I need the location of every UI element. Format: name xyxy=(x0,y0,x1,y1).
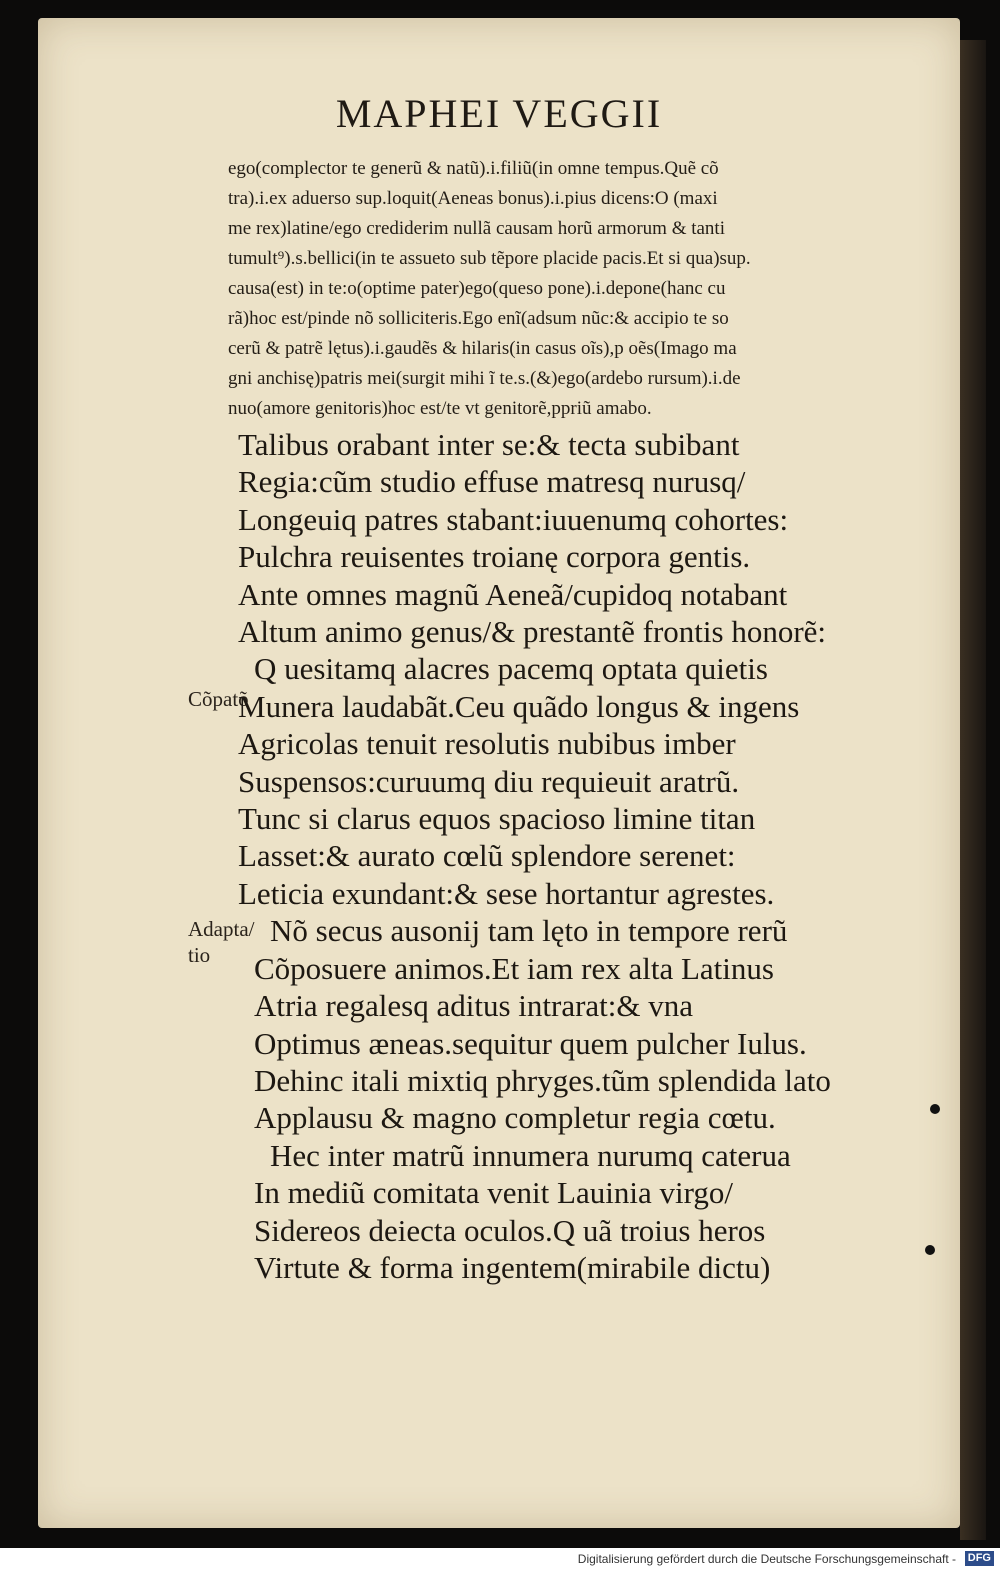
verse-line: Pulchra reuisentes troianę corpora gentis. xyxy=(238,539,751,575)
verse-line: Leticia exundant:& sese hortantur agrestes. xyxy=(238,875,775,911)
dfg-logo: DFG xyxy=(965,1551,994,1566)
commentary-line: ego(complector te generũ & natũ).i.filiũ(in omne tempus.Quẽ cõ xyxy=(228,158,719,179)
verse-block xyxy=(238,426,958,1286)
verse-line: Longeuiq patres stabant:iuuenumq cohortes: xyxy=(238,501,789,537)
verse-line: Atria regalesq aditus intrarat:& vna xyxy=(254,988,694,1024)
marginal-note-comparatio: Cõpatõ xyxy=(188,687,249,711)
marginal-note-adaptatio: Adapta/ tio xyxy=(188,917,255,967)
commentary-line: nuo(amore genitoris)hoc est/te vt genitorẽ,ppriũ amabo. xyxy=(228,398,652,419)
verse-line: Cõposuere animos.Et iam rex alta Latinus xyxy=(254,950,774,986)
verse-line: Suspensos:curuumq diu requieuit aratrũ. xyxy=(238,763,740,799)
verse-line: Regia:cũm studio effuse matresq nurusq/ xyxy=(238,464,746,500)
commentary-line: tumult⁹).s.bellici(in te assueto sub tẽpore placide pacis.Et si qua)sup. xyxy=(228,248,751,269)
verse-line: Agricolas tenuit resolutis nubibus imber xyxy=(238,726,736,762)
verse-line: Sidereos deiecta oculos.Q uã troius heros xyxy=(254,1212,766,1248)
ink-dot xyxy=(930,1104,940,1114)
verse-line: Q uesitamq alacres pacemq optata quietis xyxy=(254,651,768,687)
commentary-line: rã)hoc est/pinde nõ solliciteris.Ego enĩ(adsum nũc:& accipio te so xyxy=(228,308,729,329)
verse-line: Hec inter matrũ innumera nurumq caterua xyxy=(270,1137,791,1173)
verse-line: Altum animo genus/& prestantẽ frontis honorẽ: xyxy=(238,614,827,650)
verse-line: In mediũ comitata venit Lauinia virgo/ xyxy=(254,1175,733,1211)
footer-bar xyxy=(0,1548,1000,1571)
commentary-line: gni anchisę)patris mei(surgit mihi ĩ te.s.(&)ego(ardebo rursum).i.de xyxy=(228,368,741,389)
verse-line: Lasset:& aurato cœlũ splendore serenet: xyxy=(238,838,736,874)
verse-line: Nõ secus ausonij tam lęto in tempore rerũ xyxy=(270,913,788,949)
verse-line: Virtute & forma ingentem(mirabile dictu) xyxy=(254,1249,771,1285)
verse-line: Munera laudabãt.Ceu quãdo longus & ingens xyxy=(238,688,800,724)
verse-line: Optimus æneas.sequitur quem pulcher Iulus. xyxy=(254,1025,807,1061)
verse-line: Ante omnes magnũ Aeneã/cupidoq notabant xyxy=(238,576,788,612)
commentary-line: tra).i.ex aduerso sup.loquit(Aeneas bonus).i.pius dicens:O (maxi xyxy=(228,188,718,209)
verse-line: Applausu & magno completur regia cœtu. xyxy=(254,1100,776,1136)
footer-credit: Digitalisierung gefördert durch die Deutsche Forschungsgemeinschaft - xyxy=(577,1552,956,1566)
book-page xyxy=(38,18,960,1528)
commentary-line: cerũ & patrẽ lętus).i.gaudẽs & hilaris(in casus oĩs),p oẽs(Imago ma xyxy=(228,338,737,359)
commentary-block xyxy=(228,154,988,424)
verse-line: Tunc si clarus equos spacioso limine titan xyxy=(238,801,756,837)
commentary-line: causa(est) in te:o(optime pater)ego(queso pone).i.depone(hanc cu xyxy=(228,278,726,299)
ink-dot xyxy=(925,1245,935,1255)
verse-line: Dehinc itali mixtiq phryges.tũm splendida lato xyxy=(254,1062,831,1098)
running-head: MAPHEI VEGGII xyxy=(335,91,663,136)
commentary-line: me rex)latine/ego crediderim nullã causam horũ armorum & tanti xyxy=(228,218,725,239)
verse-line: Talibus orabant inter se:& tecta subibant xyxy=(238,427,740,462)
